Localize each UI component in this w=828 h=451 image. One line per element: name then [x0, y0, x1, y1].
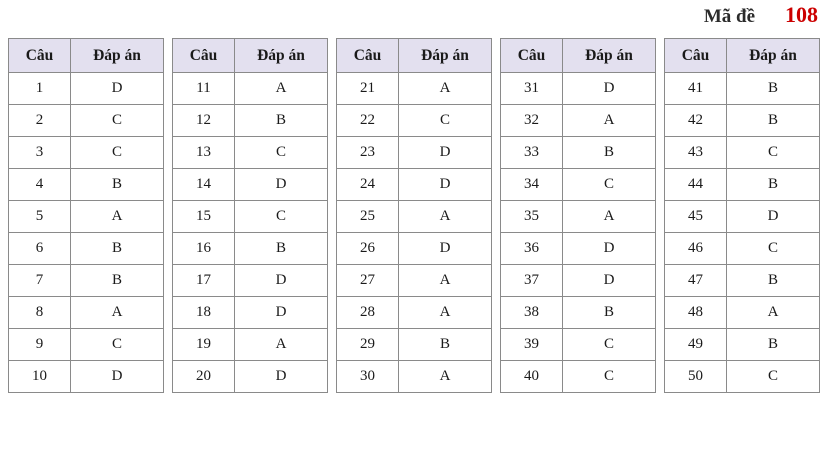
question-number: 47 [665, 265, 727, 297]
question-number: 14 [173, 169, 235, 201]
question-number: 10 [9, 361, 71, 393]
table-row [501, 297, 656, 329]
table-row [173, 169, 328, 201]
table-row [337, 169, 492, 201]
question-number: 32 [501, 105, 563, 137]
table-row [337, 137, 492, 169]
question-number: 8 [9, 297, 71, 329]
table-row [9, 201, 164, 233]
question-number: 17 [173, 265, 235, 297]
table-row [173, 137, 328, 169]
answer-value: D [235, 361, 328, 393]
table-row [173, 105, 328, 137]
answer-value: C [727, 137, 820, 169]
answer-value: D [71, 73, 164, 105]
answer-table-2 [172, 38, 328, 393]
question-number: 12 [173, 105, 235, 137]
answer-value: C [563, 169, 656, 201]
table-row [173, 265, 328, 297]
table-row [501, 233, 656, 265]
answer-value: D [563, 233, 656, 265]
answer-value: B [71, 265, 164, 297]
table-row [9, 329, 164, 361]
answer-value: D [235, 169, 328, 201]
table-row [9, 105, 164, 137]
answer-value: B [235, 105, 328, 137]
question-number: 21 [337, 73, 399, 105]
question-number: 50 [665, 361, 727, 393]
question-number: 22 [337, 105, 399, 137]
table-header-row [9, 39, 164, 73]
table-row [9, 137, 164, 169]
question-number: 26 [337, 233, 399, 265]
column-header-question: Câu [501, 39, 563, 73]
answer-value: C [71, 137, 164, 169]
answer-table-1 [8, 38, 164, 393]
table-row [173, 201, 328, 233]
table-row [501, 201, 656, 233]
answer-value: A [563, 201, 656, 233]
question-number: 44 [665, 169, 727, 201]
table-row [665, 265, 820, 297]
question-number: 2 [9, 105, 71, 137]
answer-value: C [563, 361, 656, 393]
exam-code-header [704, 2, 818, 28]
answer-value: A [235, 329, 328, 361]
table-row [501, 105, 656, 137]
answer-value: D [727, 201, 820, 233]
answer-value: C [235, 201, 328, 233]
table-row [501, 137, 656, 169]
question-number: 33 [501, 137, 563, 169]
table-row [9, 265, 164, 297]
table-row [501, 265, 656, 297]
answer-value: C [71, 105, 164, 137]
table-row [337, 233, 492, 265]
answer-value: A [235, 73, 328, 105]
question-number: 40 [501, 361, 563, 393]
question-number: 11 [173, 73, 235, 105]
table-header-row [501, 39, 656, 73]
table-header-row [665, 39, 820, 73]
question-number: 15 [173, 201, 235, 233]
table-row [9, 233, 164, 265]
answer-value: C [727, 233, 820, 265]
table-row [665, 361, 820, 393]
answer-value: D [71, 361, 164, 393]
question-number: 16 [173, 233, 235, 265]
answer-value: B [399, 329, 492, 361]
table-row [173, 73, 328, 105]
question-number: 45 [665, 201, 727, 233]
question-number: 46 [665, 233, 727, 265]
question-number: 13 [173, 137, 235, 169]
table-row [501, 361, 656, 393]
answer-value: B [563, 297, 656, 329]
answer-value: A [71, 297, 164, 329]
answer-value: A [399, 297, 492, 329]
column-header-answer: Đáp án [71, 39, 164, 73]
question-number: 38 [501, 297, 563, 329]
table-row [337, 265, 492, 297]
column-header-answer: Đáp án [399, 39, 492, 73]
column-header-question: Câu [665, 39, 727, 73]
answer-value: C [727, 361, 820, 393]
table-row [9, 361, 164, 393]
question-number: 18 [173, 297, 235, 329]
question-number: 36 [501, 233, 563, 265]
answer-table-4 [500, 38, 656, 393]
question-number: 43 [665, 137, 727, 169]
column-header-question: Câu [9, 39, 71, 73]
column-header-answer: Đáp án [235, 39, 328, 73]
table-row [501, 73, 656, 105]
exam-code-value: 108 [785, 2, 818, 27]
table-header-row [337, 39, 492, 73]
answer-value: B [727, 329, 820, 361]
question-number: 6 [9, 233, 71, 265]
answer-value: D [563, 73, 656, 105]
answer-value: B [563, 137, 656, 169]
question-number: 37 [501, 265, 563, 297]
answer-value: A [399, 265, 492, 297]
answer-value: A [399, 201, 492, 233]
column-header-question: Câu [337, 39, 399, 73]
answer-value: D [399, 169, 492, 201]
answer-table-3 [336, 38, 492, 393]
table-row [665, 233, 820, 265]
answer-value: A [71, 201, 164, 233]
question-number: 48 [665, 297, 727, 329]
table-row [9, 169, 164, 201]
answer-tables-container [8, 38, 820, 393]
table-row [665, 201, 820, 233]
table-row [337, 105, 492, 137]
answer-value: B [727, 169, 820, 201]
answer-value: B [71, 169, 164, 201]
question-number: 34 [501, 169, 563, 201]
answer-value: A [399, 73, 492, 105]
table-row [501, 169, 656, 201]
answer-value: C [71, 329, 164, 361]
column-header-answer: Đáp án [727, 39, 820, 73]
question-number: 20 [173, 361, 235, 393]
question-number: 35 [501, 201, 563, 233]
table-row [337, 73, 492, 105]
table-row [173, 233, 328, 265]
answer-value: A [727, 297, 820, 329]
question-number: 7 [9, 265, 71, 297]
question-number: 29 [337, 329, 399, 361]
table-row [337, 297, 492, 329]
answer-value: D [563, 265, 656, 297]
question-number: 1 [9, 73, 71, 105]
question-number: 24 [337, 169, 399, 201]
question-number: 49 [665, 329, 727, 361]
table-row [337, 361, 492, 393]
answer-value: C [399, 105, 492, 137]
question-number: 19 [173, 329, 235, 361]
table-row [173, 297, 328, 329]
answer-value: D [399, 137, 492, 169]
answer-value: B [71, 233, 164, 265]
table-header-row [173, 39, 328, 73]
column-header-answer: Đáp án [563, 39, 656, 73]
question-number: 25 [337, 201, 399, 233]
answer-value: D [235, 297, 328, 329]
table-row [173, 361, 328, 393]
question-number: 30 [337, 361, 399, 393]
question-number: 39 [501, 329, 563, 361]
table-row [501, 329, 656, 361]
table-row [665, 329, 820, 361]
question-number: 23 [337, 137, 399, 169]
question-number: 41 [665, 73, 727, 105]
answer-value: B [235, 233, 328, 265]
answer-value: D [235, 265, 328, 297]
answer-value: C [563, 329, 656, 361]
question-number: 27 [337, 265, 399, 297]
exam-code-label: Mã đề [703, 6, 755, 27]
answer-value: A [563, 105, 656, 137]
table-row [665, 105, 820, 137]
question-number: 5 [9, 201, 71, 233]
answer-value: B [727, 73, 820, 105]
answer-value: B [727, 105, 820, 137]
table-row [337, 329, 492, 361]
table-row [665, 297, 820, 329]
table-row [9, 73, 164, 105]
table-row [665, 73, 820, 105]
question-number: 42 [665, 105, 727, 137]
question-number: 3 [9, 137, 71, 169]
question-number: 9 [9, 329, 71, 361]
table-row [173, 329, 328, 361]
table-row [337, 201, 492, 233]
table-row [665, 137, 820, 169]
table-row [9, 297, 164, 329]
question-number: 31 [501, 73, 563, 105]
column-header-question: Câu [173, 39, 235, 73]
table-row [665, 169, 820, 201]
question-number: 28 [337, 297, 399, 329]
answer-value: A [399, 361, 492, 393]
answer-value: C [235, 137, 328, 169]
question-number: 4 [9, 169, 71, 201]
answer-value: B [727, 265, 820, 297]
answer-value: D [399, 233, 492, 265]
answer-table-5 [664, 38, 820, 393]
